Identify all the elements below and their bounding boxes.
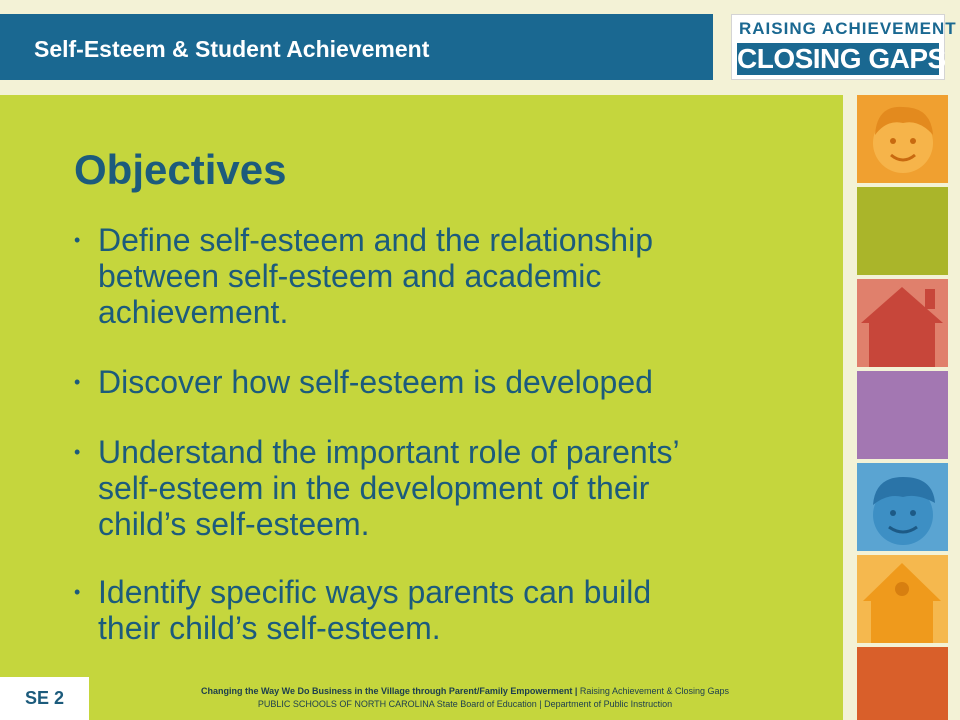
bullet-icon: • bbox=[74, 582, 81, 602]
footer-credit-bold: Changing the Way We Do Business in the Village through Parent/Family Empowerment | bbox=[201, 686, 578, 696]
schoolhouse-icon bbox=[857, 555, 948, 643]
purple-tile bbox=[857, 371, 948, 459]
boy-face-icon bbox=[857, 463, 948, 551]
logo-bottom-text: CLOSING GAPS bbox=[737, 43, 946, 74]
child-face-icon bbox=[857, 95, 948, 183]
slide-number-label: SE 2 bbox=[0, 677, 89, 720]
house-icon bbox=[857, 279, 948, 367]
bullet-text: Understand the important role of parents’ self-esteem in the development of their child’s self-esteem. bbox=[98, 434, 680, 542]
header-title: Self-Esteem & Student Achievement bbox=[34, 36, 430, 62]
olive-tile bbox=[857, 187, 948, 275]
bullet-text: Define self-esteem and the relationship between self-esteem and academic achievement. bbox=[98, 222, 653, 330]
side-decoration bbox=[857, 95, 948, 720]
raising-achievement-logo bbox=[731, 14, 957, 80]
bullet-icon: • bbox=[74, 372, 81, 392]
bullet-text: Discover how self-esteem is developed bbox=[98, 364, 653, 400]
footer-credit-rest: Raising Achievement & Closing Gaps bbox=[577, 686, 729, 696]
footer-credit-line bbox=[110, 686, 820, 696]
bullet-icon: • bbox=[74, 442, 81, 462]
red-orange-tile bbox=[857, 647, 948, 720]
bullet-text: Identify specific ways parents can build their child’s self-esteem. bbox=[98, 574, 652, 646]
bullet-icon: • bbox=[74, 230, 81, 250]
slide-title: Objectives bbox=[74, 146, 287, 193]
logo-top-text: RAISING ACHIEVEMENT bbox=[739, 19, 957, 38]
footer-org-line: PUBLIC SCHOOLS OF NORTH CAROLINA State Board of Education | Department of Public Instruction bbox=[257, 699, 673, 709]
